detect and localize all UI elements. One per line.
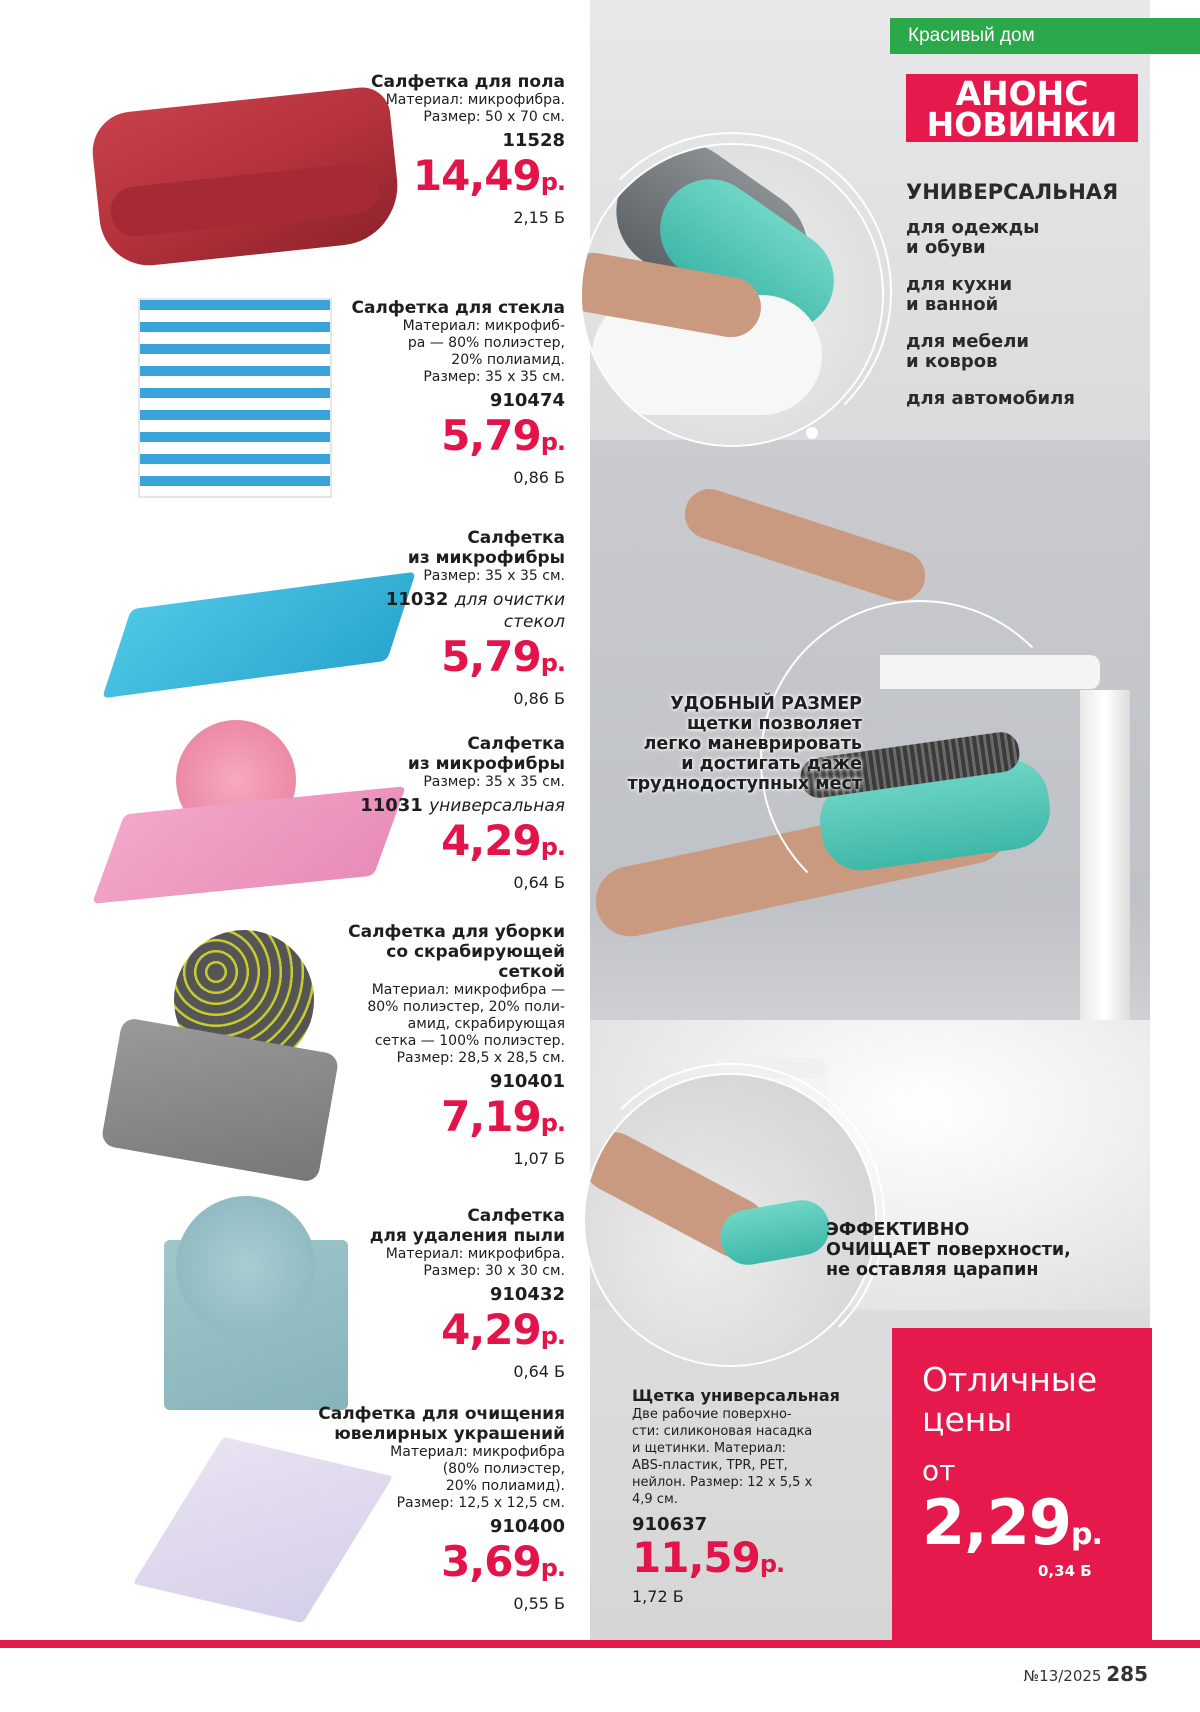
price-currency: р. xyxy=(540,428,565,456)
uses-title: УНИВЕРСАЛЬНАЯ xyxy=(906,180,1119,204)
price-currency: р. xyxy=(540,1554,565,1582)
promo-currency: р. xyxy=(1070,1517,1102,1552)
product-points: 0,55 Б xyxy=(513,1594,565,1613)
product-code xyxy=(305,589,565,633)
product-name: Салфетка для удаления пыли xyxy=(369,1206,565,1246)
price-currency: р. xyxy=(540,1322,565,1350)
product-card xyxy=(265,922,565,1169)
brush-price xyxy=(632,1535,892,1587)
page-footer xyxy=(1024,1662,1148,1686)
product-code-value: 11031 xyxy=(360,795,423,816)
product-card xyxy=(265,72,565,228)
use-item: для мебели и ковров xyxy=(906,331,1030,372)
product-name: Салфетка для стекла xyxy=(351,298,565,318)
product-card xyxy=(305,528,565,709)
page-number: 285 xyxy=(1106,1662,1148,1686)
product-code xyxy=(265,130,565,152)
product-card xyxy=(265,1404,565,1614)
use-item: для одежды и обуви xyxy=(906,217,1040,258)
product-code xyxy=(305,390,565,412)
product-price xyxy=(265,1093,565,1147)
product-code xyxy=(265,1516,565,1538)
price-value: 7,19 xyxy=(441,1092,541,1141)
brush-code: 910637 xyxy=(632,1514,708,1535)
arc-decoration-top xyxy=(572,132,892,452)
brush-desc: Две рабочие поверхно- сти: силиконовая насадка и щетинки. Материал: ABS-пластик, TPR, PET, нейлон. Размер: 12 х 5,5 х 4,9 см. xyxy=(632,1407,813,1507)
product-name: Салфетка для пола xyxy=(371,72,565,92)
product-desc: Материал: микрофибра (80% полиэстер, 20% полиамид). Размер: 12,5 х 12,5 см. xyxy=(390,1444,565,1511)
announce-badge-text: АНОНС НОВИНКИ xyxy=(926,74,1118,144)
product-points: 0,64 Б xyxy=(513,873,565,892)
product-name: Салфетка из микрофибры xyxy=(407,528,565,568)
product-points: 1,07 Б xyxy=(513,1149,565,1168)
product-code xyxy=(305,795,565,817)
announce-badge xyxy=(906,74,1138,142)
product-note: универсальная xyxy=(429,796,565,816)
product-code-value: 910474 xyxy=(489,390,565,411)
product-price xyxy=(265,1538,565,1592)
price-currency: р. xyxy=(759,1550,785,1578)
price-value: 11,59 xyxy=(632,1533,760,1582)
product-points: 2,15 Б xyxy=(513,208,565,227)
bottom-accent-bar xyxy=(0,1640,1200,1648)
price-value: 5,79 xyxy=(441,632,541,681)
brush-product-card xyxy=(632,1386,892,1606)
product-desc: Размер: 35 х 35 см. xyxy=(423,774,565,790)
product-desc: Материал: микрофиб- ра — 80% полиэстер, 20% полиамид. Размер: 35 х 35 см. xyxy=(402,318,565,385)
product-price xyxy=(305,412,565,466)
product-desc: Размер: 35 х 35 см. xyxy=(423,568,565,584)
promo-title: Отличные цены xyxy=(922,1360,1098,1439)
dust-texture-image xyxy=(176,1196,316,1336)
product-points: 0,86 Б xyxy=(513,468,565,487)
product-card xyxy=(305,298,565,488)
product-name: Салфетка для уборки со скрабирующей сеткой xyxy=(348,922,565,982)
product-price xyxy=(265,152,565,206)
product-code-value: 11032 xyxy=(385,589,449,610)
callout-size: УДОБНЫЙ РАЗМЕР щетки позволяет легко маневрировать и достигать даже труднодоступных мест xyxy=(627,694,862,794)
product-name: Салфетка для очищения ювелирных украшений xyxy=(318,1404,565,1444)
use-item: для кухни и ванной xyxy=(906,274,1013,315)
product-code xyxy=(265,1071,565,1093)
brush-points: 1,72 Б xyxy=(632,1587,684,1606)
brush-name: Щетка универсальная xyxy=(632,1386,840,1405)
striped-cloth-image xyxy=(138,298,332,498)
issue-number: №13/2025 xyxy=(1023,1667,1102,1685)
price-currency: р. xyxy=(540,168,565,196)
product-code-value: 910432 xyxy=(489,1284,565,1305)
faucet-image xyxy=(1080,690,1130,1040)
price-currency: р. xyxy=(540,833,565,861)
product-card xyxy=(305,734,565,893)
product-desc: Материал: микрофибра. Размер: 30 х 30 см. xyxy=(385,1246,565,1279)
product-card xyxy=(305,1206,565,1382)
product-code-value: 910401 xyxy=(489,1071,565,1092)
product-desc: Материал: микрофибра. Размер: 50 х 70 см. xyxy=(385,92,565,125)
product-desc: Материал: микрофибра — 80% полиэстер, 20% поли- амид, скрабирующая сетка — 100% полиэстер. Размер: 28,5 х 28,5 см. xyxy=(367,982,565,1066)
promo-from: от xyxy=(922,1454,956,1487)
product-code xyxy=(305,1284,565,1306)
promo-points: 0,34 Б xyxy=(1038,1562,1092,1580)
promo-price xyxy=(922,1486,1102,1559)
product-points: 0,64 Б xyxy=(513,1362,565,1381)
price-value: 14,49 xyxy=(412,151,541,200)
use-item: для автомобиля xyxy=(906,388,1075,409)
price-value: 5,79 xyxy=(441,411,541,460)
price-value: 4,29 xyxy=(441,1305,541,1354)
product-name: Салфетка из микрофибры xyxy=(407,734,565,774)
price-value: 3,69 xyxy=(441,1537,541,1586)
price-currency: р. xyxy=(540,1109,565,1137)
callout-clean: ЭФФЕКТИВНО ОЧИЩАЕТ поверхности, не оставляя царапин xyxy=(826,1220,1071,1280)
price-value: 4,29 xyxy=(441,816,541,865)
product-points: 0,86 Б xyxy=(513,689,565,708)
product-code-value: 910400 xyxy=(489,1516,565,1537)
product-price xyxy=(305,633,565,687)
product-price xyxy=(305,817,565,871)
product-code-value: 11528 xyxy=(502,130,565,151)
arc-decoration-bottom xyxy=(575,1063,885,1373)
promo-price-value: 2,29 xyxy=(922,1486,1071,1559)
uses-list xyxy=(906,180,1166,426)
section-tag: Красивый дом xyxy=(890,18,1200,54)
price-currency: р. xyxy=(540,649,565,677)
arc-dot xyxy=(806,427,818,439)
promo-block xyxy=(892,1328,1152,1648)
product-price xyxy=(305,1306,565,1360)
product-note: для очистки стекол xyxy=(454,590,565,632)
